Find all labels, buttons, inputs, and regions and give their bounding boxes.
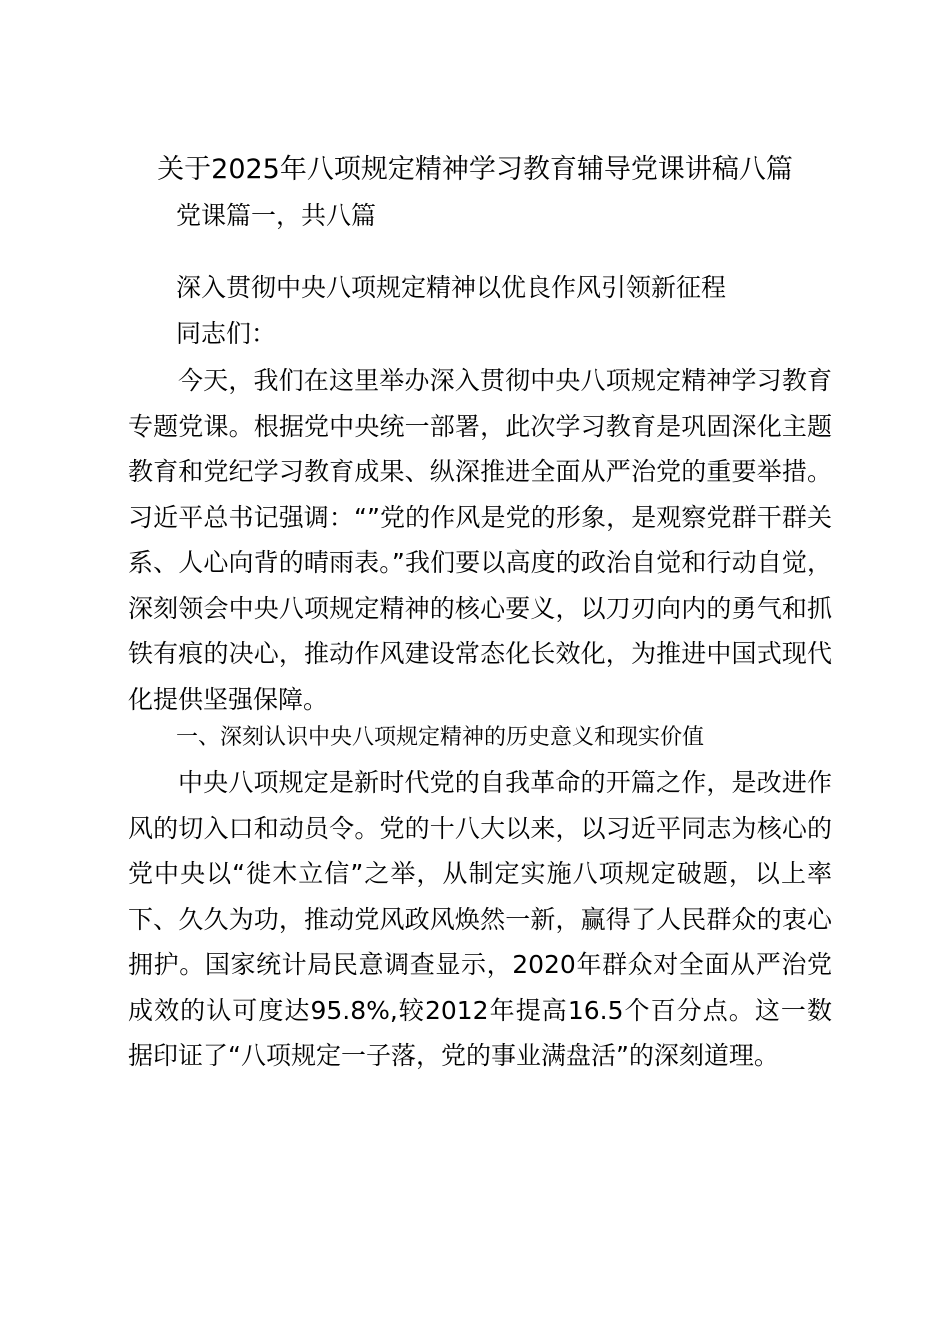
salutation: 同志们： bbox=[176, 319, 277, 348]
document-title: 关于2025年八项规定精神学习教育辅导党课讲稿八篇 bbox=[157, 154, 793, 185]
body-paragraph-section-one: 中央八项规定是新时代党的自我革命的开篇之作，是改进作风的切入口和动员令。党的十八大以来，以习近平同志为核心的党中央以“徙木立信”之举，从制定实施八项规定破题，以上率下、久久为功，推动党风政风焕然一新，赢得了人民群众的衷心拥护。国家统计局民意调查显示，2020年群众对全面从严治党成效的认可度达95.8%,较2012年提高16.5个百分点。这一数据印证了“八项规定一子落，党的事业满盘活”的深刻道理。 bbox=[128, 768, 832, 1070]
part-label: 党课篇一，共八篇 bbox=[176, 201, 377, 230]
section-heading: 一、深刻认识中央八项规定精神的历史意义和现实价值 bbox=[176, 725, 705, 750]
body-paragraph-intro: 今天，我们在这里举办深入贯彻中央八项规定精神学习教育专题党课。根据党中央统一部署，此次学习教育是巩固深化主题教育和党纪学习教育成果、纵深推进全面从严治党的重要举措。习近平总书记强调：“”党的作风是党的形象，是观察党群干群关系、人心向背的晴雨表。”我们要以高度的政治自觉和行动自觉，深刻领会中央八项规定精神的核心要义，以刀刃向内的勇气和抓铁有痕的决心，推动作风建设常态化长效化，为推进中国式现代化提供坚强保障。 bbox=[128, 366, 832, 714]
lesson-title: 深入贯彻中央八项规定精神以优良作风引领新征程 bbox=[176, 273, 727, 302]
